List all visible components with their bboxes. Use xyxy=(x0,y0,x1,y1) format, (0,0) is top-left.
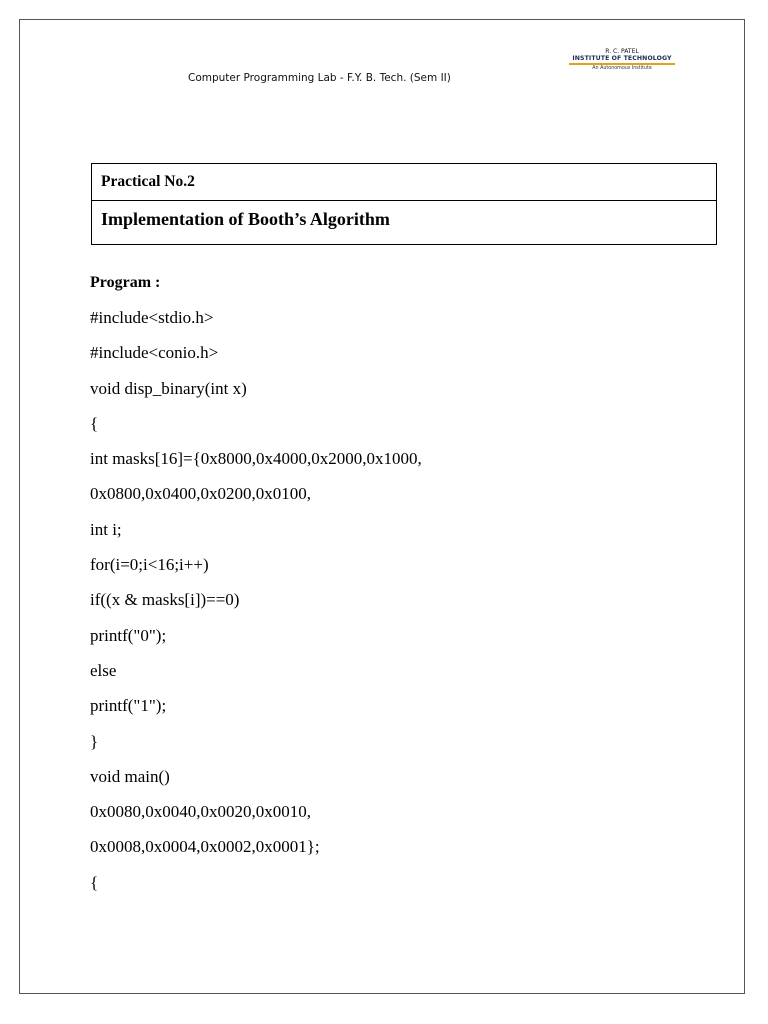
code-line: int i; xyxy=(90,519,122,539)
code-line: printf("1"); xyxy=(90,696,167,716)
institute-logo xyxy=(566,48,678,72)
code-line: printf("0"); xyxy=(90,625,167,645)
practical-number: Practical No.2 xyxy=(92,164,716,201)
code-line: { xyxy=(90,413,99,433)
code-line: if((x & masks[i])==0) xyxy=(90,590,240,610)
code-line: #include<conio.h> xyxy=(90,343,219,363)
code-line: 0x0080,0x0040,0x0020,0x0010, xyxy=(90,802,311,822)
code-line: void main() xyxy=(90,766,170,786)
program-section xyxy=(90,272,422,907)
code-line: int masks[16]={0x8000,0x4000,0x2000,0x1000, xyxy=(90,449,422,469)
code-block xyxy=(90,307,422,907)
code-line: #include<stdio.h> xyxy=(90,308,214,327)
logo-line-1: R. C. PATEL xyxy=(605,48,639,55)
course-title: Computer Programming Lab - F.Y. B. Tech. (Sem II) xyxy=(188,72,451,84)
code-line: 0x0008,0x0004,0x0002,0x0001}; xyxy=(90,837,320,857)
code-line: for(i=0;i<16;i++) xyxy=(90,555,209,575)
code-line: } xyxy=(90,731,99,751)
code-line: 0x0800,0x0400,0x0200,0x0100, xyxy=(90,484,311,504)
practical-title-box xyxy=(91,163,717,245)
code-line: else xyxy=(90,660,117,680)
logo-line-2: INSTITUTE OF TECHNOLOGY xyxy=(572,55,672,62)
code-line: void disp_binary(int x) xyxy=(90,378,247,398)
program-label: Program : xyxy=(90,274,161,291)
logo-line-3: An Autonomous Institute xyxy=(592,66,652,71)
practical-title: Implementation of Booth’s Algorithm xyxy=(101,209,390,229)
code-line: { xyxy=(90,872,99,892)
